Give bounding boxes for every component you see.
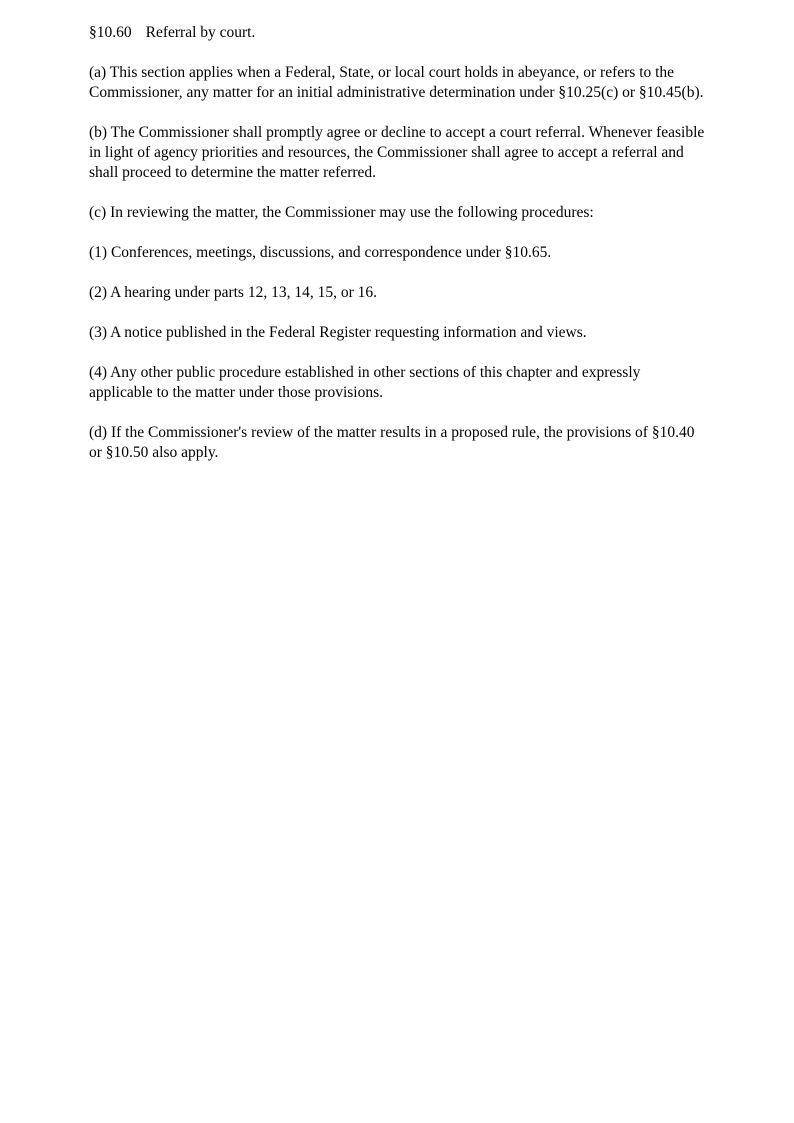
section-title: Referral by court. <box>145 24 256 41</box>
paragraph-c1: (1) Conferences, meetings, discussions, and correspondence under §10.65. <box>89 244 552 261</box>
paragraph-c: (c) In reviewing the matter, the Commissioner may use the following procedures: <box>89 204 594 221</box>
paragraph-b: (b) The Commissioner shall promptly agree or decline to accept a court referral. Whenever feasible in light of agency priorities and resources, the Commissioner shall agree to accept a referral and shall proceed to determine the matter referred. <box>89 124 705 181</box>
paragraph-c3: (3) A notice published in the Federal Register requesting information and views. <box>89 324 587 341</box>
document-content <box>89 23 707 463</box>
paragraph-d: (d) If the Commissioner's review of the matter results in a proposed rule, the provisions of §10.40 or §10.50 also apply. <box>89 424 695 461</box>
section-number: §10.60 <box>89 24 132 41</box>
section-heading <box>89 23 707 43</box>
paragraph-c2: (2) A hearing under parts 12, 13, 14, 15, or 16. <box>89 284 377 301</box>
paragraph-a: (a) This section applies when a Federal, State, or local court holds in abeyance, or refers to the Commissioner, any matter for an initial administrative determination under §10.25(c) or §10.45(b). <box>89 64 704 101</box>
paragraph-c4: (4) Any other public procedure established in other sections of this chapter and expressly applicable to the matter under those provisions. <box>89 364 641 401</box>
